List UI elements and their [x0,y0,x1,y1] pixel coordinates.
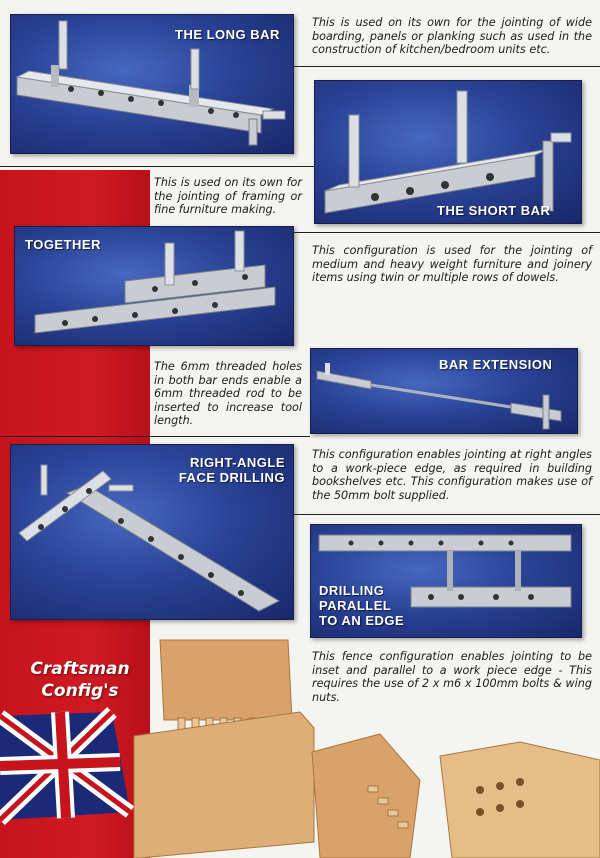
craftsman-title-line2: Config's [41,681,119,701]
together-label: TOGETHER [25,237,101,252]
right-angle-description: This configuration enables jointing at right angles to a work-piece edge, as required in building bookshelves etc. This configuration makes use of the 50mm bolt supplied. [312,448,592,502]
long-bar-description: This is used on its own for the jointing of wide boarding, panels or planking such as used in the construction of kitchen/bedroom units etc. [312,16,592,56]
drilling-parallel-label-line1: DRILLING [319,583,385,598]
together-description: This configuration is used for the jointing of medium and heavy weight furniture and joinery items using twin or multiple rows of dowels. [312,244,592,284]
drilling-parallel-description: This fence configuration enables jointing to be inset and parallel to a work piece edge - This requires the use of 2 x m6 x 100mm bolts & wing nuts. [312,650,592,704]
drilling-parallel-label-line2: PARALLEL [319,598,392,613]
right-angle-label-line1: RIGHT-ANGLE [189,455,285,470]
union-flag-icon [0,712,130,820]
right-angle-label-line2: FACE DRILLING [178,470,285,485]
bar-extension-description: The 6mm threaded holes in both bar ends enable a 6mm threaded rod to be inserted to increase tool length. [154,360,302,427]
bar-extension-label: BAR EXTENSION [439,357,553,372]
long-bar-label: THE LONG BAR [175,27,280,42]
short-bar-description: This is used on its own for the jointing of framing or fine furniture making. [154,176,302,216]
short-bar-label: THE SHORT BAR [437,203,551,218]
craftsman-configs-title [20,658,140,702]
drilling-parallel-label-line3: TO AN EDGE [319,613,405,628]
craftsman-title-line1: Craftsman [30,659,130,679]
